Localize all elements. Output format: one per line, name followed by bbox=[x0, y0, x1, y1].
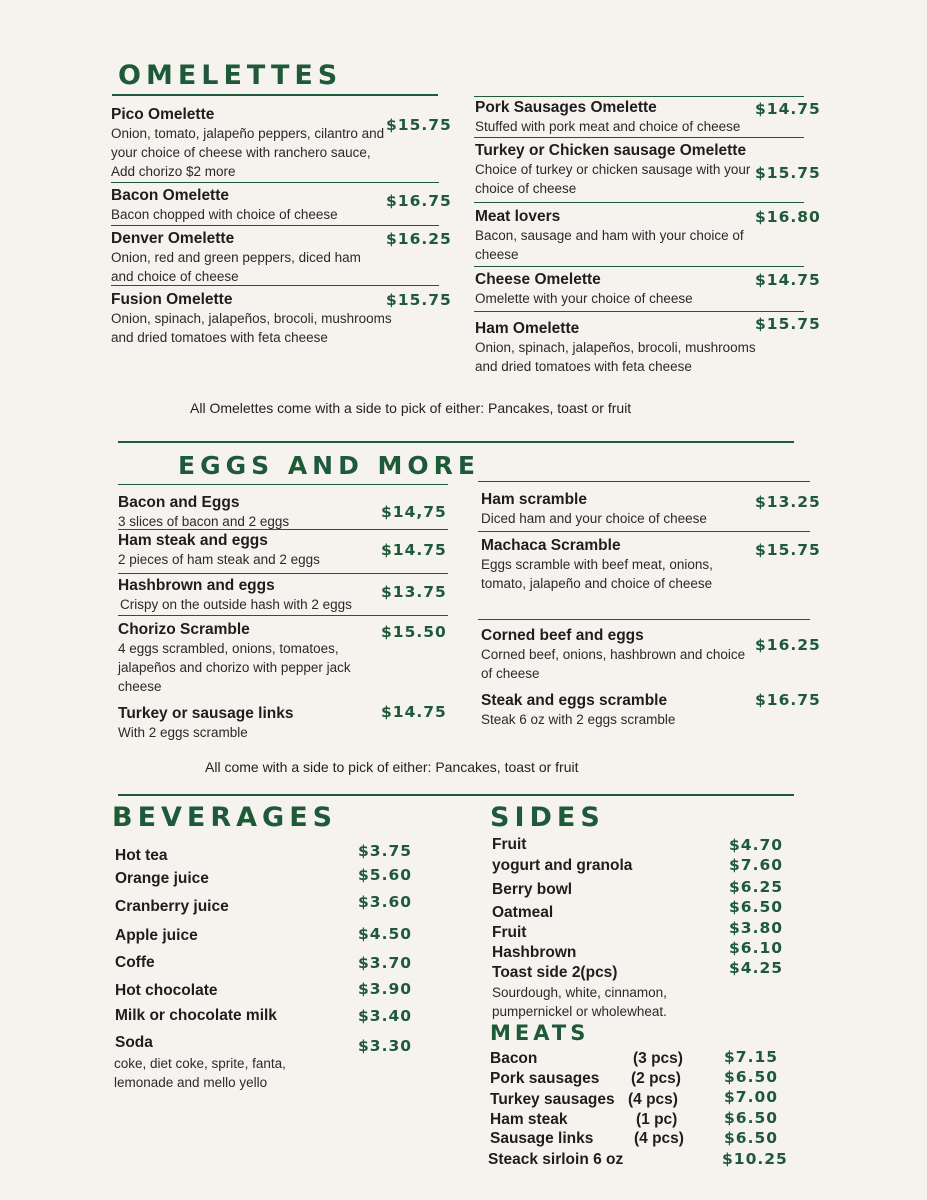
meat-turkey-sausages: Turkey sausages bbox=[490, 1091, 615, 1108]
menu-item-cheese-omelette: Cheese Omelette Omelette with your choice of cheese bbox=[475, 271, 693, 306]
price-side-fruit-2: $3.80 bbox=[729, 919, 784, 937]
price-bacon-omelette: $16.75 bbox=[386, 192, 452, 210]
price-hashbrown-and-eggs: $13.75 bbox=[381, 583, 447, 601]
price-ham-steak-and-eggs: $14.75 bbox=[381, 541, 447, 559]
meat-ham-steak: Ham steak bbox=[490, 1111, 568, 1128]
price-orange-juice: $5.60 bbox=[358, 866, 413, 884]
price-meat-steack-sirloin: $10.25 bbox=[722, 1150, 788, 1168]
menu-item-bacon-and-eggs: Bacon and Eggs 3 slices of bacon and 2 eggs bbox=[118, 494, 290, 529]
eggs-title: EGGS AND MORE bbox=[178, 451, 481, 480]
menu-item-hashbrown-and-eggs: Hashbrown and eggs Crispy on the outside hash with 2 eggs bbox=[118, 577, 352, 612]
price-bacon-and-eggs: $14,75 bbox=[381, 503, 447, 521]
price-yogurt-and-granola: $7.60 bbox=[729, 856, 784, 874]
menu-item-steak-and-eggs-scramble: Steak and eggs scramble Steak 6 oz with 2 eggs scramble bbox=[481, 692, 676, 727]
meat-steack-sirloin: Steack sirloin 6 oz bbox=[488, 1151, 624, 1168]
price-meat-sausage-links: $6.50 bbox=[724, 1129, 779, 1147]
price-meat-lovers: $16.80 bbox=[755, 208, 821, 226]
price-chorizo-scramble: $15.50 bbox=[381, 623, 447, 641]
qty-pork-sausages: (2 pcs) bbox=[631, 1070, 681, 1087]
beverage-apple-juice: Apple juice bbox=[115, 927, 198, 944]
beverage-coffe: Coffe bbox=[115, 954, 155, 971]
divider bbox=[474, 202, 804, 203]
meat-pork-sausages: Pork sausages bbox=[490, 1070, 600, 1087]
eggs-bottom-rule bbox=[118, 794, 794, 796]
omelettes-note: All Omelettes come with a side to pick of either: Pancakes, toast or fruit bbox=[190, 400, 632, 416]
price-ham-omelette: $15.75 bbox=[755, 315, 821, 333]
price-machaca-scramble: $15.75 bbox=[755, 541, 821, 559]
menu-item-bacon-omelette: Bacon Omelette Bacon chopped with choice of cheese bbox=[111, 187, 338, 222]
divider bbox=[474, 266, 804, 267]
price-meat-turkey-sausages: $7.00 bbox=[724, 1088, 779, 1106]
menu-item-turkey-chicken-omelette: Turkey or Chicken sausage Omelette Choice of turkey or chicken sausage with your choice of cheese bbox=[475, 142, 751, 196]
beverage-soda: Soda bbox=[115, 1034, 153, 1051]
divider bbox=[111, 285, 439, 286]
menu-item-denver-omelette: Denver Omelette Onion, red and green peppers, diced ham and choice of cheese bbox=[111, 230, 361, 284]
eggs-top-rule bbox=[118, 441, 794, 443]
price-hot-chocolate: $3.90 bbox=[358, 980, 413, 998]
eggs-note: All come with a side to pick of either: Pancakes, toast or fruit bbox=[205, 759, 579, 775]
price-turkey-chicken-omelette: $15.75 bbox=[755, 164, 821, 182]
price-turkey-or-sausage-links: $14.75 bbox=[381, 703, 447, 721]
price-corned-beef-and-eggs: $16.25 bbox=[755, 636, 821, 654]
beverage-milk: Milk or chocolate milk bbox=[115, 1007, 277, 1024]
price-hashbrown: $6.10 bbox=[729, 939, 784, 957]
price-apple-juice: $4.50 bbox=[358, 925, 413, 943]
omelettes-title: OMELETTES bbox=[118, 60, 343, 91]
divider bbox=[474, 137, 804, 138]
price-meat-bacon: $7.15 bbox=[724, 1048, 779, 1066]
menu-item-ham-scramble: Ham scramble Diced ham and your choice of cheese bbox=[481, 491, 707, 526]
menu-item-turkey-or-sausage-links: Turkey or sausage links With 2 eggs scramble bbox=[118, 705, 294, 740]
divider bbox=[118, 573, 448, 574]
side-berry-bowl: Berry bowl bbox=[492, 881, 573, 898]
menu-item-ham-omelette: Ham Omelette Onion, spinach, jalapeños, brocoli, mushrooms and dried tomatoes with feta cheese bbox=[475, 320, 756, 374]
meat-sausage-links: Sausage links bbox=[490, 1130, 594, 1147]
menu-item-chorizo-scramble: Chorizo Scramble 4 eggs scrambled, onions, tomatoes, jalapeños and chorizo with pepper jack cheese bbox=[118, 621, 351, 694]
price-soda: $3.30 bbox=[358, 1037, 413, 1055]
menu-item-machaca-scramble: Machaca Scramble Eggs scramble with beef meat, onions, tomato, jalapeño and choice of cheese bbox=[481, 537, 713, 591]
price-meat-ham-steak: $6.50 bbox=[724, 1109, 779, 1127]
beverage-cranberry-juice: Cranberry juice bbox=[115, 898, 229, 915]
divider bbox=[111, 182, 439, 183]
side-toast: Toast side 2(pcs) bbox=[492, 964, 618, 981]
menu-item-pork-sausages-omelette: Pork Sausages Omelette Stuffed with pork meat and choice of cheese bbox=[475, 99, 741, 134]
divider bbox=[118, 615, 448, 616]
divider bbox=[111, 225, 439, 226]
divider bbox=[478, 619, 810, 620]
price-steak-and-eggs-scramble: $16.75 bbox=[755, 691, 821, 709]
omelettes-right-top-rule bbox=[474, 96, 804, 97]
price-cranberry-juice: $3.60 bbox=[358, 893, 413, 911]
qty-ham-steak: (1 pc) bbox=[636, 1111, 678, 1128]
toast-description: Sourdough, white, cinnamon, pumpernickel or wholewheat. bbox=[492, 985, 667, 1019]
meat-bacon: Bacon bbox=[490, 1050, 538, 1067]
price-coffe: $3.70 bbox=[358, 954, 413, 972]
soda-description: coke, diet coke, sprite, fanta, lemonade and mello yello bbox=[114, 1056, 286, 1090]
sides-title: SIDES bbox=[490, 802, 605, 833]
side-fruit: Fruit bbox=[492, 836, 527, 853]
price-oatmeal: $6.50 bbox=[729, 898, 784, 916]
menu-item-pico-omelette: Pico Omelette Onion, tomato, jalapeño peppers, cilantro and your choice of cheese with ranchero sauce, Add chorizo $2 more bbox=[111, 106, 385, 179]
qty-sausage-links: (4 pcs) bbox=[634, 1130, 684, 1147]
beverage-hot-tea: Hot tea bbox=[115, 847, 168, 864]
beverage-orange-juice: Orange juice bbox=[115, 870, 209, 887]
price-cheese-omelette: $14.75 bbox=[755, 271, 821, 289]
meats-title: MEATS bbox=[490, 1021, 590, 1045]
divider bbox=[118, 529, 448, 530]
eggs-right-title-rule bbox=[478, 481, 810, 482]
qty-bacon: (3 pcs) bbox=[633, 1050, 683, 1067]
beverage-hot-chocolate: Hot chocolate bbox=[115, 982, 218, 999]
menu-item-ham-steak-and-eggs: Ham steak and eggs 2 pieces of ham steak and 2 eggs bbox=[118, 532, 320, 567]
price-hot-tea: $3.75 bbox=[358, 842, 413, 860]
price-meat-pork-sausages: $6.50 bbox=[724, 1068, 779, 1086]
price-milk: $3.40 bbox=[358, 1007, 413, 1025]
side-fruit-2: Fruit bbox=[492, 924, 527, 941]
price-fusion-omelette: $15.75 bbox=[386, 291, 452, 309]
price-toast: $4.25 bbox=[729, 959, 784, 977]
eggs-left-title-rule bbox=[118, 484, 448, 485]
side-yogurt-and-granola: yogurt and granola bbox=[492, 857, 633, 874]
menu-item-corned-beef-and-eggs: Corned beef and eggs Corned beef, onions, hashbrown and choice of cheese bbox=[481, 627, 746, 681]
qty-turkey-sausages: (4 pcs) bbox=[628, 1091, 678, 1108]
price-ham-scramble: $13.25 bbox=[755, 493, 821, 511]
menu-item-fusion-omelette: Fusion Omelette Onion, spinach, jalapeños, brocoli, mushrooms and dried tomatoes with feta cheese bbox=[111, 291, 392, 345]
beverages-title: BEVERAGES bbox=[112, 802, 338, 833]
price-berry-bowl: $6.25 bbox=[729, 878, 784, 896]
divider bbox=[478, 531, 810, 532]
side-oatmeal: Oatmeal bbox=[492, 904, 554, 921]
side-hashbrown: Hashbrown bbox=[492, 944, 577, 961]
price-pork-sausages-omelette: $14.75 bbox=[755, 100, 821, 118]
price-denver-omelette: $16.25 bbox=[386, 230, 452, 248]
omelettes-title-rule bbox=[112, 94, 438, 96]
menu-item-meat-lovers: Meat lovers Bacon, sausage and ham with your choice of cheese bbox=[475, 208, 744, 262]
price-side-fruit: $4.70 bbox=[729, 836, 784, 854]
divider bbox=[474, 311, 804, 312]
price-pico-omelette: $15.75 bbox=[386, 116, 452, 134]
